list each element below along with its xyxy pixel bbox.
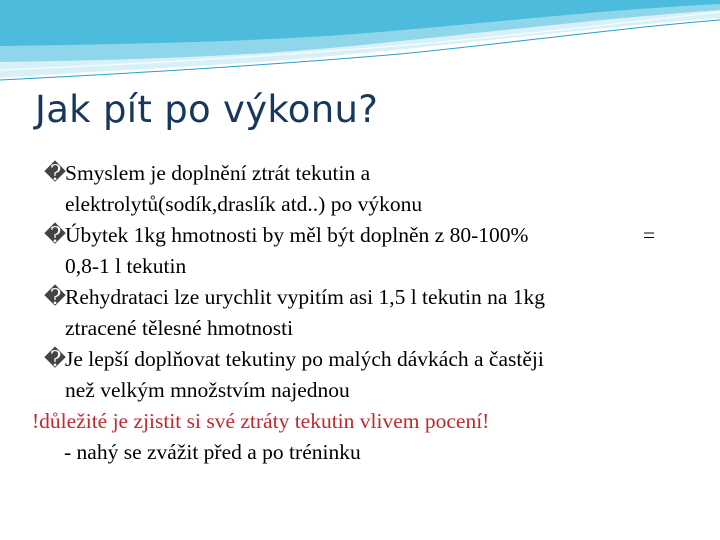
bullet-text: Úbytek 1kg hmotnosti by měl být doplněn z 80-100% xyxy=(65,223,529,247)
bullet-text: Rehydrataci lze urychlit vypitím asi 1,5 l tekutin na 1kg xyxy=(65,285,546,309)
bullet-icon: � xyxy=(44,347,67,371)
bullet-icon: � xyxy=(44,285,67,309)
sub-note xyxy=(44,437,720,468)
decorative-wave-banner xyxy=(0,0,720,90)
bullet-item-3 xyxy=(44,282,720,344)
bullet-icon: � xyxy=(44,223,67,247)
important-note-text: !důležité je zjistit si své ztráty tekutin vlivem pocení! xyxy=(32,409,490,433)
bullet-text-cont: než velkým množstvím najednou xyxy=(65,378,350,402)
bullet-icon: � xyxy=(44,161,67,185)
bullet-text-cont: ztracené tělesné hmotnosti xyxy=(65,316,294,340)
bullet-item-1 xyxy=(44,158,720,220)
bullet-text: Smyslem je doplnění ztrát tekutin a xyxy=(65,161,371,185)
bullet-item-4 xyxy=(44,344,720,406)
important-note xyxy=(32,406,720,437)
bullet-text: Je lepší doplňovat tekutiny po malých dávkách a častěji xyxy=(65,347,544,371)
bullet-item-2: �Úbytek 1kg hmotnosti by měl být doplněn z 80-100% = 0,8-1 l tekutin xyxy=(44,220,720,282)
slide-title: Jak pít po výkonu? xyxy=(35,88,379,131)
slide-body xyxy=(32,158,720,468)
sub-note-text: - nahý se zvážit před a po tréninku xyxy=(64,440,361,464)
bullet-text-cont: elektrolytů(sodík,draslík atd..) po výkonu xyxy=(65,192,423,216)
bullet-text-cont: 0,8-1 l tekutin xyxy=(65,254,187,278)
